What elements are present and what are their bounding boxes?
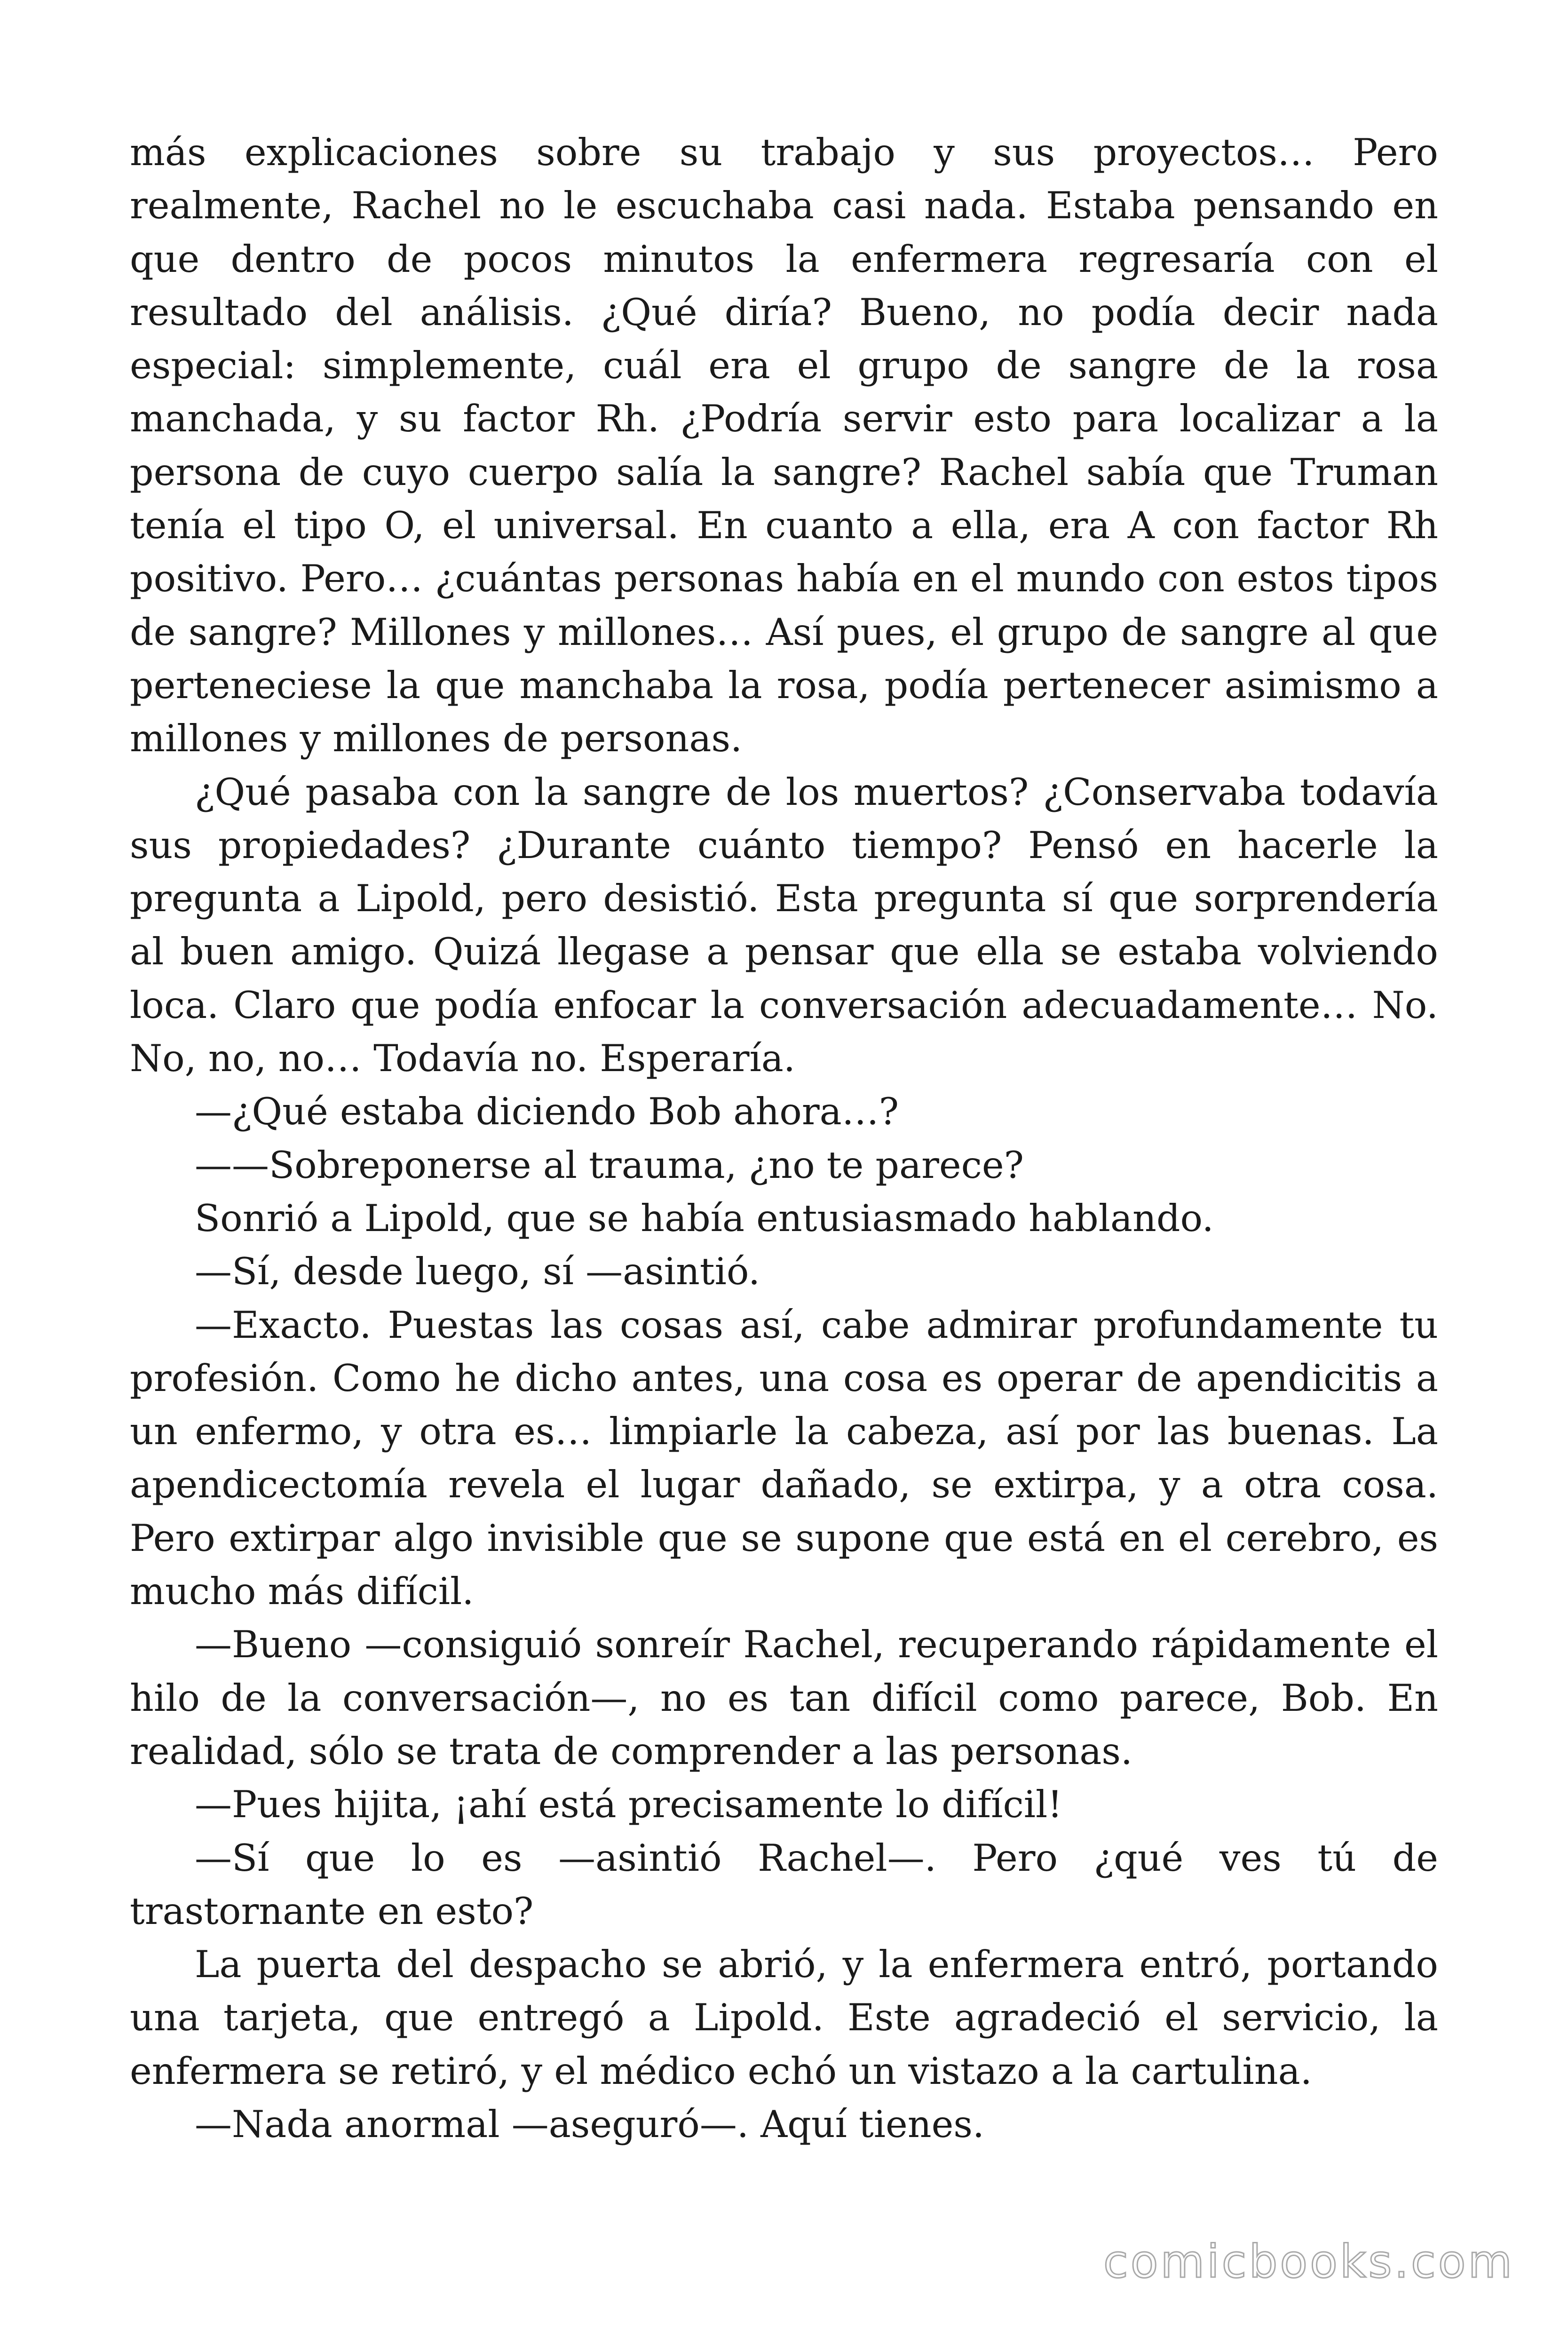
- paragraph: —Exacto. Puestas las cosas así, cabe admirar profundamente tu profesión. Como he dicho antes, una cosa es operar de apendicitis a un enfermo, y otra es… limpiarle la cabeza, así por las buenas. La apendicectomía revela el lugar dañado, se extirpa, y a otra cosa. Pero extirpar algo invisible que se supone que está en el cerebro, es mucho más difícil.: [130, 1303, 1438, 1613]
- paragraph: ——Sobreponerse al trauma, ¿no te parece?: [195, 1143, 1024, 1187]
- watermark: comicbooks.com: [1103, 2235, 1514, 2288]
- paragraph: más explicaciones sobre su trabajo y sus proyectos… Pero realmente, Rachel no le escuchaba casi nada. Estaba pensando en que dentro de pocos minutos la enfermera regresaría con el resultado del análisis. ¿Qué diría? Bueno, no podía decir nada especial: simplemente, cuál era el grupo de sangre de la rosa manchada, y su factor Rh. ¿Podría servir esto para localizar a la persona de cuyo cuerpo salía la sangre? Rachel sabía que Truman tenía el tipo O, el universal. En cuanto a ella, era A con factor Rh positivo. Pero… ¿cuántas personas había en el mundo con estos tipos de sangre? Millones y millones… Así pues, el grupo de sangre al que perteneciese la que manchaba la rosa, podía pertenecer asimismo a millones y millones de personas.: [130, 131, 1438, 761]
- book-page-text: [130, 126, 1438, 2151]
- paragraph: Sonrió a Lipold, que se había entusiasmado hablando.: [195, 1196, 1214, 1240]
- paragraph: —Sí, desde luego, sí —asintió.: [195, 1250, 760, 1294]
- paragraph: ¿Qué pasaba con la sangre de los muertos? ¿Conservaba todavía sus propiedades? ¿Durante cuánto tiempo? Pensó en hacerle la pregunta a Lipold, pero desistió. Esta pregunta sí que sorprendería al buen amigo. Quizá llegase a pensar que ella se estaba volviendo loca. Claro que podía enfocar la conversación adecuadamente… No. No, no, no… Todavía no. Esperaría.: [130, 770, 1438, 1081]
- paragraph: —Pues hijita, ¡ahí está precisamente lo difícil!: [195, 1783, 1062, 1827]
- paragraph: La puerta del despacho se abrió, y la enfermera entró, portando una tarjeta, que entregó a Lipold. Este agradeció el servicio, la enfermera se retiró, y el médico echó un vistazo a la cartulina.: [130, 1943, 1438, 2093]
- paragraph: —Sí que lo es —asintió Rachel—. Pero ¿qué ves tú de trastornante en esto?: [130, 1836, 1438, 1933]
- paragraph: —Bueno —consiguió sonreír Rachel, recuperando rápidamente el hilo de la conversación—, no es tan difícil como parece, Bob. En realidad, sólo se trata de comprender a las personas.: [130, 1623, 1438, 1773]
- paragraph: —¿Qué estaba diciendo Bob ahora…?: [195, 1090, 899, 1134]
- paragraph: —Nada anormal —aseguró—. Aquí tienes.: [195, 2102, 985, 2146]
